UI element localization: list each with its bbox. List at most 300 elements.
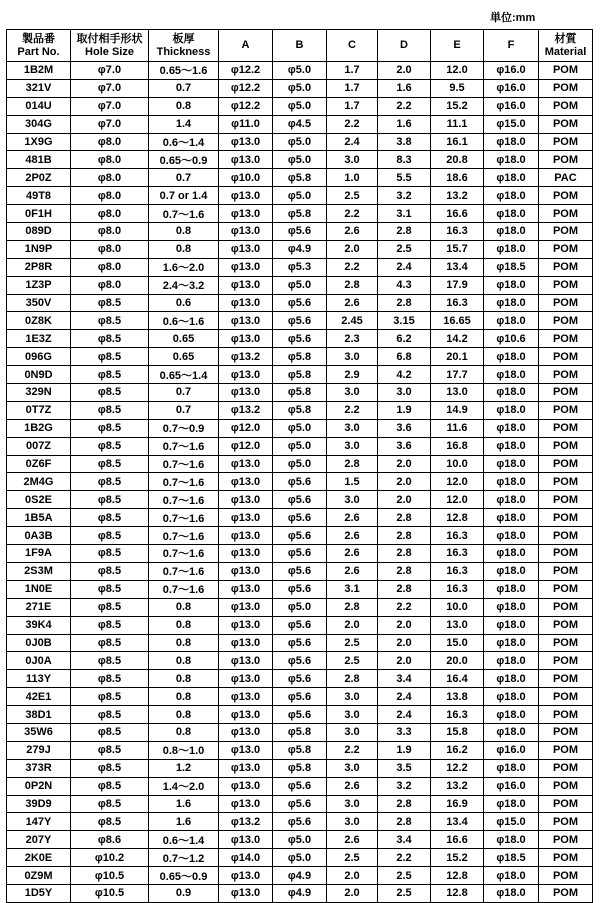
column-header (484, 30, 539, 62)
column-header-en: F (507, 39, 515, 51)
table-cell: φ18.0 (484, 634, 539, 652)
table-cell: φ8.5 (71, 366, 149, 384)
table-cell: φ5.3 (273, 258, 327, 276)
table-cell: POM (539, 115, 593, 133)
table-cell: φ5.6 (273, 223, 327, 241)
column-header-en: E (453, 39, 461, 51)
table-cell: φ5.6 (273, 294, 327, 312)
table-cell: φ5.8 (273, 401, 327, 419)
table-row (7, 670, 593, 688)
table-row (7, 831, 593, 849)
table-cell: POM (539, 527, 593, 545)
table-cell: 4.3 (378, 276, 431, 294)
table-row (7, 79, 593, 97)
column-header-en: Hole Size (85, 45, 134, 58)
table-cell: 0.7～1.6 (149, 562, 219, 580)
table-cell: φ5.6 (273, 634, 327, 652)
table-row (7, 706, 593, 724)
table-cell: φ16.0 (484, 79, 539, 97)
column-header-en: A (241, 39, 250, 51)
table-cell: φ13.0 (219, 527, 273, 545)
table-cell: 0.65～0.9 (149, 867, 219, 885)
table-cell: φ8.5 (71, 348, 149, 366)
table-cell: 1N9P (7, 240, 71, 258)
table-cell: 0.8 (149, 240, 219, 258)
table-cell: φ5.6 (273, 580, 327, 598)
table-cell: φ5.6 (273, 473, 327, 491)
table-cell: 207Y (7, 831, 71, 849)
table-cell: φ15.0 (484, 813, 539, 831)
table-cell: POM (539, 634, 593, 652)
table-cell: 2.8 (378, 223, 431, 241)
table-cell: φ12.0 (219, 419, 273, 437)
table-cell: 2.8 (378, 813, 431, 831)
table-cell: φ13.0 (219, 867, 273, 885)
table-cell: 014U (7, 97, 71, 115)
table-cell: φ5.8 (273, 723, 327, 741)
table-row (7, 562, 593, 580)
table-cell: φ5.0 (273, 831, 327, 849)
table-cell: 16.65 (431, 312, 484, 330)
table-cell: POM (539, 598, 593, 616)
table-cell: φ5.6 (273, 562, 327, 580)
table-cell: 0.7～1.2 (149, 849, 219, 867)
table-cell: φ8.5 (71, 795, 149, 813)
table-cell: 1.0 (327, 169, 378, 187)
table-cell: φ13.0 (219, 491, 273, 509)
table-cell: 12.0 (431, 473, 484, 491)
table-cell: 3.0 (327, 491, 378, 509)
table-cell: 2.8 (327, 455, 378, 473)
table-cell: POM (539, 240, 593, 258)
table-cell: φ5.8 (273, 169, 327, 187)
table-cell: φ18.0 (484, 312, 539, 330)
table-row (7, 62, 593, 80)
table-row (7, 509, 593, 527)
table-cell: POM (539, 330, 593, 348)
table-row (7, 240, 593, 258)
table-row (7, 401, 593, 419)
table-cell: φ8.5 (71, 741, 149, 759)
table-cell: 0.7～1.6 (149, 509, 219, 527)
table-cell: φ18.5 (484, 849, 539, 867)
table-cell: φ8.5 (71, 294, 149, 312)
table-cell: 2.5 (327, 634, 378, 652)
table-cell: PAC (539, 169, 593, 187)
table-cell: φ8.5 (71, 419, 149, 437)
column-header (7, 30, 71, 62)
table-cell: 3.0 (378, 384, 431, 402)
table-cell: φ18.0 (484, 187, 539, 205)
table-cell: φ13.0 (219, 598, 273, 616)
table-cell: φ5.6 (273, 652, 327, 670)
table-cell: φ5.6 (273, 706, 327, 724)
table-cell: 2.9 (327, 366, 378, 384)
table-cell: 304G (7, 115, 71, 133)
table-cell: 0F1H (7, 205, 71, 223)
table-cell: 329N (7, 384, 71, 402)
table-cell: φ13.0 (219, 634, 273, 652)
table-row (7, 276, 593, 294)
table-cell: φ8.5 (71, 777, 149, 795)
table-cell: POM (539, 545, 593, 563)
table-cell: 3.2 (378, 777, 431, 795)
table-cell: 2.8 (378, 545, 431, 563)
table-cell: 39D9 (7, 795, 71, 813)
table-cell: 3.15 (378, 312, 431, 330)
table-cell: φ5.8 (273, 741, 327, 759)
table-cell: φ8.5 (71, 759, 149, 777)
table-cell: 3.2 (378, 187, 431, 205)
table-cell: φ10.5 (71, 867, 149, 885)
table-cell: 1.6 (149, 813, 219, 831)
table-cell: φ10.5 (71, 884, 149, 902)
table-cell: 2.2 (327, 401, 378, 419)
table-cell: φ7.0 (71, 115, 149, 133)
table-cell: φ8.0 (71, 151, 149, 169)
table-cell: 20.0 (431, 652, 484, 670)
table-cell: φ13.0 (219, 706, 273, 724)
table-cell: 13.8 (431, 688, 484, 706)
table-cell: 16.2 (431, 741, 484, 759)
table-cell: 1X9G (7, 133, 71, 151)
table-cell: 2.2 (378, 598, 431, 616)
table-cell: POM (539, 276, 593, 294)
table-cell: 0.7～1.6 (149, 545, 219, 563)
table-cell: φ8.5 (71, 509, 149, 527)
column-header (71, 30, 149, 62)
table-cell: φ8.5 (71, 813, 149, 831)
table-cell: φ5.6 (273, 312, 327, 330)
table-cell: φ13.0 (219, 545, 273, 563)
table-cell: φ12.2 (219, 62, 273, 80)
table-row (7, 348, 593, 366)
table-cell: 0.8 (149, 688, 219, 706)
table-cell: POM (539, 777, 593, 795)
table-cell: 2.6 (327, 294, 378, 312)
table-cell: φ13.0 (219, 258, 273, 276)
table-cell: 10.0 (431, 598, 484, 616)
table-cell: POM (539, 670, 593, 688)
table-cell: POM (539, 813, 593, 831)
table-cell: POM (539, 133, 593, 151)
table-cell: φ5.8 (273, 759, 327, 777)
table-cell: 17.7 (431, 366, 484, 384)
table-cell: φ12.2 (219, 97, 273, 115)
table-cell: 12.8 (431, 867, 484, 885)
table-cell: φ18.0 (484, 884, 539, 902)
table-cell: φ18.0 (484, 366, 539, 384)
table-cell: 12.8 (431, 509, 484, 527)
table-cell: 1.4 (149, 115, 219, 133)
table-cell: 8.3 (378, 151, 431, 169)
table-cell: 1.9 (378, 401, 431, 419)
table-cell: 3.0 (327, 384, 378, 402)
table-cell: 0Z9M (7, 867, 71, 885)
table-cell: φ8.0 (71, 169, 149, 187)
table-cell: 3.0 (327, 348, 378, 366)
table-cell: φ18.0 (484, 580, 539, 598)
table-cell: 0.7～1.6 (149, 205, 219, 223)
table-cell: 2.6 (327, 223, 378, 241)
table-cell: 2.6 (327, 527, 378, 545)
table-row (7, 723, 593, 741)
table-cell: 16.3 (431, 706, 484, 724)
table-cell: 2.8 (327, 276, 378, 294)
table-cell: 2.5 (327, 849, 378, 867)
table-cell: 10.0 (431, 455, 484, 473)
table-cell: 2.2 (327, 205, 378, 223)
table-cell: 007Z (7, 437, 71, 455)
table-cell: 13.2 (431, 777, 484, 795)
table-cell: 1.4～2.0 (149, 777, 219, 795)
table-cell: POM (539, 205, 593, 223)
table-cell: 0.8 (149, 634, 219, 652)
table-cell: 0.6～1.4 (149, 133, 219, 151)
table-cell: POM (539, 348, 593, 366)
table-cell: POM (539, 831, 593, 849)
table-cell: 2S3M (7, 562, 71, 580)
table-cell: 2.2 (327, 741, 378, 759)
column-header-en: Thickness (156, 45, 211, 58)
table-cell: 0.8 (149, 616, 219, 634)
table-cell: φ5.0 (273, 419, 327, 437)
table-cell: 12.2 (431, 759, 484, 777)
table-cell: φ13.2 (219, 348, 273, 366)
table-cell: 16.4 (431, 670, 484, 688)
table-row (7, 777, 593, 795)
table-row (7, 652, 593, 670)
table-cell: POM (539, 509, 593, 527)
table-cell: 15.0 (431, 634, 484, 652)
table-cell: 20.8 (431, 151, 484, 169)
table-cell: φ13.0 (219, 223, 273, 241)
table-cell: φ18.0 (484, 706, 539, 724)
table-cell: φ13.0 (219, 652, 273, 670)
column-header-jp: 取付相手形状 (76, 32, 143, 45)
table-cell: φ18.0 (484, 598, 539, 616)
table-cell: 0.8 (149, 706, 219, 724)
table-cell: 350V (7, 294, 71, 312)
column-header (431, 30, 484, 62)
table-cell: φ5.8 (273, 348, 327, 366)
table-cell: 1.2 (149, 759, 219, 777)
table-cell: POM (539, 706, 593, 724)
table-cell: 4.2 (378, 366, 431, 384)
table-row (7, 741, 593, 759)
table-cell: 14.2 (431, 330, 484, 348)
table-row (7, 223, 593, 241)
table-cell: φ7.0 (71, 97, 149, 115)
table-cell: 1E3Z (7, 330, 71, 348)
table-cell: 0.65～1.6 (149, 62, 219, 80)
table-cell: 0.6～1.6 (149, 312, 219, 330)
table-cell: 2.6 (327, 831, 378, 849)
table-cell: 0.65 (149, 348, 219, 366)
table-cell: φ18.0 (484, 509, 539, 527)
table-cell: POM (539, 62, 593, 80)
table-cell: 2.2 (378, 849, 431, 867)
table-cell: φ18.0 (484, 473, 539, 491)
table-cell: 17.9 (431, 276, 484, 294)
table-row (7, 491, 593, 509)
table-cell: 0Z6F (7, 455, 71, 473)
table-cell: φ13.0 (219, 312, 273, 330)
table-cell: 373R (7, 759, 71, 777)
table-cell: 279J (7, 741, 71, 759)
table-cell: 2.45 (327, 312, 378, 330)
table-cell: 2M4G (7, 473, 71, 491)
table-cell: φ5.6 (273, 545, 327, 563)
table-row (7, 795, 593, 813)
table-row (7, 634, 593, 652)
table-cell: φ13.0 (219, 151, 273, 169)
table-cell: 3.0 (327, 723, 378, 741)
table-cell: φ8.5 (71, 312, 149, 330)
table-cell: φ18.0 (484, 419, 539, 437)
table-cell: 0.8 (149, 652, 219, 670)
table-cell: 2.0 (378, 455, 431, 473)
column-header-jp: 板厚 (172, 32, 195, 45)
table-cell: φ8.5 (71, 437, 149, 455)
table-row (7, 437, 593, 455)
table-cell: φ18.0 (484, 437, 539, 455)
table-row (7, 580, 593, 598)
table-cell: 3.6 (378, 419, 431, 437)
table-cell: POM (539, 401, 593, 419)
table-cell: 2.4 (378, 258, 431, 276)
table-cell: φ18.0 (484, 151, 539, 169)
table-cell: φ12.2 (219, 79, 273, 97)
table-cell: φ13.0 (219, 133, 273, 151)
table-cell: 13.4 (431, 813, 484, 831)
table-cell: 0.65～0.9 (149, 151, 219, 169)
table-cell: 0.7～1.6 (149, 455, 219, 473)
table-cell: φ18.0 (484, 240, 539, 258)
table-cell: φ8.5 (71, 652, 149, 670)
table-cell: φ5.6 (273, 616, 327, 634)
table-cell: POM (539, 580, 593, 598)
table-cell: 0S2E (7, 491, 71, 509)
table-cell: φ13.0 (219, 670, 273, 688)
table-cell: POM (539, 419, 593, 437)
table-row (7, 598, 593, 616)
table-cell: 18.6 (431, 169, 484, 187)
table-cell: φ18.0 (484, 401, 539, 419)
table-cell: 2.5 (378, 867, 431, 885)
table-cell: φ8.5 (71, 580, 149, 598)
table-cell: 2.4 (327, 133, 378, 151)
table-row (7, 366, 593, 384)
table-cell: POM (539, 258, 593, 276)
table-cell: 3.0 (327, 795, 378, 813)
table-cell: 13.0 (431, 616, 484, 634)
table-cell: 2.8 (378, 580, 431, 598)
table-cell: φ18.0 (484, 545, 539, 563)
table-row (7, 97, 593, 115)
table-cell: φ8.0 (71, 133, 149, 151)
table-cell: 3.0 (327, 688, 378, 706)
table-cell: φ13.0 (219, 240, 273, 258)
table-cell: 0.8 (149, 97, 219, 115)
table-cell: φ5.0 (273, 276, 327, 294)
table-row (7, 169, 593, 187)
table-cell: 2.4～3.2 (149, 276, 219, 294)
column-header (273, 30, 327, 62)
table-cell: 2.8 (378, 562, 431, 580)
table-cell: 12.0 (431, 62, 484, 80)
column-header-en: C (348, 39, 356, 51)
table-cell: 2.2 (327, 115, 378, 133)
table-cell: φ13.0 (219, 384, 273, 402)
table-cell: 49T8 (7, 187, 71, 205)
table-cell: φ13.2 (219, 401, 273, 419)
table-cell: 0.8 (149, 670, 219, 688)
table-cell: φ16.0 (484, 97, 539, 115)
table-cell: φ4.9 (273, 867, 327, 885)
table-cell: 16.3 (431, 294, 484, 312)
table-cell: φ4.9 (273, 240, 327, 258)
table-cell: φ8.5 (71, 562, 149, 580)
table-cell: φ16.0 (484, 777, 539, 795)
table-cell: φ18.0 (484, 867, 539, 885)
table-cell: 13.0 (431, 384, 484, 402)
table-cell: φ5.8 (273, 384, 327, 402)
table-cell: POM (539, 688, 593, 706)
table-cell: POM (539, 223, 593, 241)
table-cell: 35W6 (7, 723, 71, 741)
table-cell: 42E1 (7, 688, 71, 706)
table-cell: 2.6 (327, 777, 378, 795)
table-cell: 2.5 (378, 884, 431, 902)
table-cell: 39K4 (7, 616, 71, 634)
table-cell: POM (539, 616, 593, 634)
table-cell: 0.7～1.6 (149, 491, 219, 509)
table-row (7, 759, 593, 777)
table-cell: 16.6 (431, 205, 484, 223)
table-cell: 0.8～1.0 (149, 741, 219, 759)
table-cell: φ5.6 (273, 527, 327, 545)
table-cell: φ13.0 (219, 187, 273, 205)
table-cell: 2.0 (378, 616, 431, 634)
table-cell: 16.3 (431, 562, 484, 580)
table-cell: 1.6 (149, 795, 219, 813)
table-cell: 3.0 (327, 437, 378, 455)
table-cell: φ10.6 (484, 330, 539, 348)
table-cell: 2.6 (327, 545, 378, 563)
table-cell: 0.7 or 1.4 (149, 187, 219, 205)
table-cell: 147Y (7, 813, 71, 831)
table-cell: 089D (7, 223, 71, 241)
table-cell: POM (539, 867, 593, 885)
table-cell: 2.6 (327, 562, 378, 580)
table-cell: 1D5Y (7, 884, 71, 902)
table-cell: 16.3 (431, 223, 484, 241)
table-cell: φ8.0 (71, 223, 149, 241)
table-cell: φ13.0 (219, 688, 273, 706)
table-cell: φ18.0 (484, 455, 539, 473)
table-cell: 1B2M (7, 62, 71, 80)
table-cell: φ13.0 (219, 580, 273, 598)
table-cell: 2.5 (378, 240, 431, 258)
table-cell: φ13.0 (219, 741, 273, 759)
table-row (7, 384, 593, 402)
table-cell: 38D1 (7, 706, 71, 724)
column-header (327, 30, 378, 62)
table-cell: POM (539, 723, 593, 741)
table-cell: φ12.0 (219, 437, 273, 455)
table-cell: φ10.2 (71, 849, 149, 867)
